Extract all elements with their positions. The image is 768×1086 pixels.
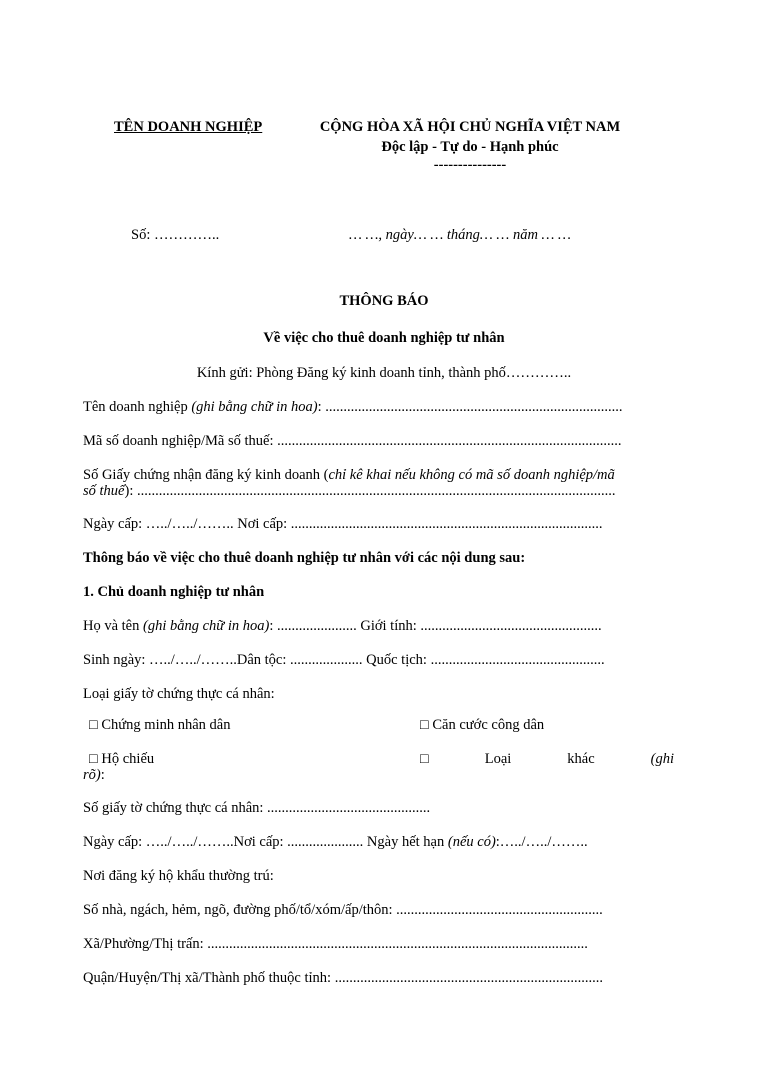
motto-heading: Độc lập - Tự do - Hạnh phúc bbox=[381, 139, 559, 155]
tax-code-field: Mã số doanh nghiệp/Mã số thuế: ............................................................................................... bbox=[83, 433, 622, 449]
id-issue-suffix: :…../…../…….. bbox=[495, 834, 588, 850]
company-name-field bbox=[83, 398, 623, 416]
option-passport[interactable]: □ Hộ chiếu bbox=[89, 751, 155, 767]
id-type-label: Loại giấy tờ chứng thực cá nhân: bbox=[83, 686, 275, 702]
option-other[interactable] bbox=[420, 750, 674, 768]
owner-name-label: Họ và tên bbox=[83, 618, 143, 634]
company-name-dots: : .................................................................................. bbox=[317, 399, 623, 415]
option-other-word-1: Loại bbox=[484, 751, 512, 767]
id-number-field: Số giấy tờ chứng thực cá nhân: ............................................. bbox=[83, 800, 431, 816]
company-name-note: (ghi bằng chữ in hoa) bbox=[191, 399, 318, 415]
company-name-label: Tên doanh nghiệp bbox=[83, 399, 192, 415]
owner-name-note: (ghi bằng chữ in hoa) bbox=[143, 618, 270, 634]
certificate-note-2: số thuế bbox=[83, 483, 125, 499]
owner-name-field bbox=[83, 617, 602, 635]
option-id-card[interactable]: □ Chứng minh nhân dân bbox=[89, 717, 231, 733]
certificate-field-line2 bbox=[83, 482, 615, 500]
option-other-continuation bbox=[83, 766, 105, 784]
document-subject: Về việc cho thuê doanh nghiệp tư nhân bbox=[263, 330, 505, 346]
district-field: Quận/Huyện/Thị xã/Thành phố thuộc tỉnh: .......................................................................... bbox=[83, 970, 603, 986]
owner-name-dots: : ...................... Giới tính: .................................................. bbox=[269, 618, 602, 634]
certificate-dots: ): .................................................................................................................................... bbox=[124, 483, 616, 499]
option-other-note-2: rõ) bbox=[83, 767, 101, 783]
birth-date-field: Sinh ngày: …../…../……..Dân tộc: .................... Quốc tịch: ................................................ bbox=[83, 652, 605, 668]
id-issue-field bbox=[83, 833, 588, 851]
id-issue-prefix: Ngày cấp: …../…../……..Nơi cấp: ..................... Ngày hết hạn bbox=[83, 834, 448, 850]
recipient-line: Kính gửi: Phòng Đăng ký kinh doanh tỉnh, thành phố………….. bbox=[196, 365, 572, 381]
document-date: … …, ngày… … tháng… … năm … … bbox=[349, 227, 571, 243]
document-number: Số: ………….. bbox=[131, 227, 220, 243]
republic-heading: CỘNG HÒA XÃ HỘI CHỦ NGHĨA VIỆT NAM bbox=[319, 119, 621, 135]
notice-heading: Thông báo về việc cho thuê doanh nghiệp tư nhân với các nội dung sau: bbox=[83, 550, 526, 566]
option-other-colon: : bbox=[100, 767, 105, 783]
company-name-heading: TÊN DOANH NGHIỆP bbox=[114, 119, 263, 135]
section-1-heading: 1. Chủ doanh nghiệp tư nhân bbox=[83, 584, 265, 600]
option-other-note-1: (ghi bbox=[650, 751, 674, 767]
header-separator: --------------- bbox=[433, 157, 507, 173]
street-field: Số nhà, ngách, hẻm, ngõ, đường phố/tổ/xóm/ấp/thôn: ......................................................... bbox=[83, 902, 603, 918]
option-citizen-card[interactable]: □ Căn cước công dân bbox=[420, 717, 545, 733]
id-issue-note: (nếu có) bbox=[447, 834, 496, 850]
option-other-checkbox[interactable]: □ bbox=[420, 751, 429, 767]
certificate-note-1: chỉ kê khai nếu không có mã số doanh nghiệp/mã bbox=[328, 467, 615, 483]
residence-label: Nơi đăng ký hộ khẩu thường trú: bbox=[83, 868, 274, 884]
document-title: THÔNG BÁO bbox=[339, 293, 429, 309]
issue-date-field: Ngày cấp: …../…../…….. Nơi cấp: ...................................................................................... bbox=[83, 516, 603, 532]
option-other-word-2: khác bbox=[567, 751, 595, 767]
certificate-label: Số Giấy chứng nhận đăng ký kinh doanh ( bbox=[83, 467, 329, 483]
ward-field: Xã/Phường/Thị trấn: ......................................................................................................... bbox=[83, 936, 588, 952]
